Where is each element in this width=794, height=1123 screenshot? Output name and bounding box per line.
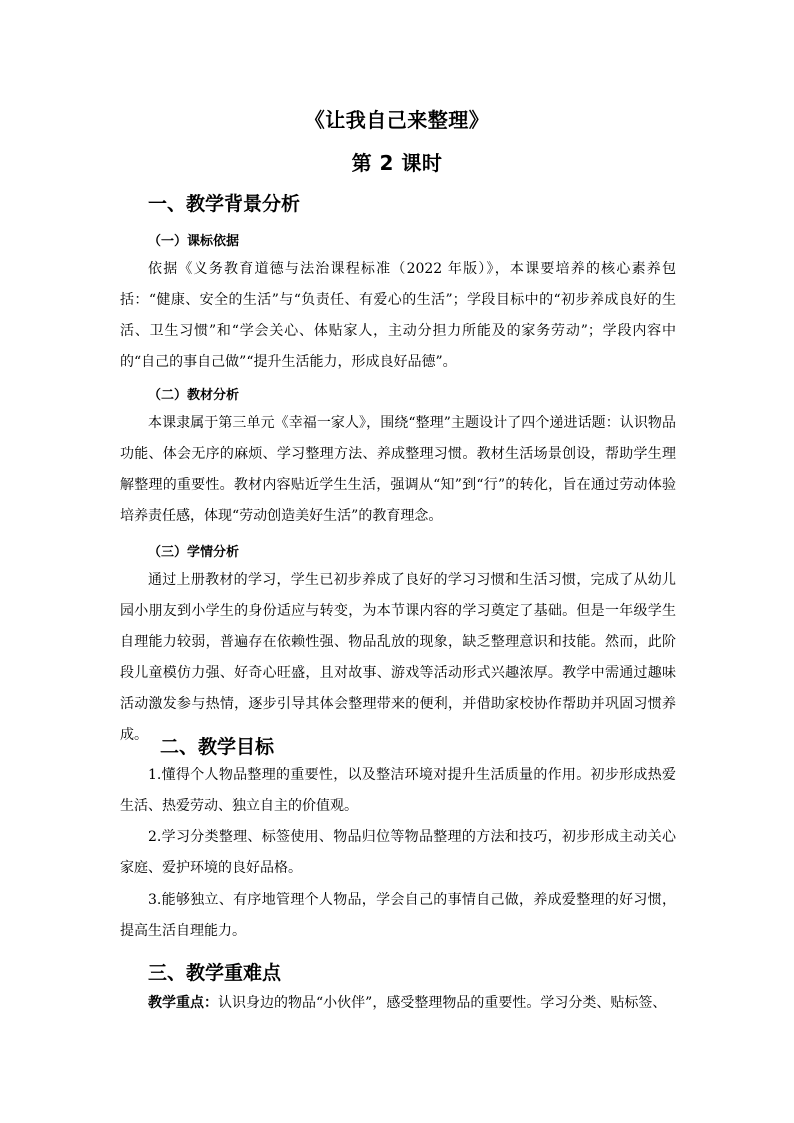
objective-item-1: 1.懂得个人物品整理的重要性，以及整洁环境对提升生活质量的作用。初步形成热爱生活、热爱劳动、独立自主的价值观。	[120, 767, 676, 814]
document-title: 《让我自己来整理》	[304, 108, 490, 132]
objective-item-2: 2.学习分类整理、标签使用、物品归位等物品整理的方法和技巧，初步形成主动关心家庭、爱护环境的良好品格。	[120, 829, 676, 876]
paragraph-curriculum: 依据《义务教育道德与法治课程标准（2022 年版）》，本课要培养的核心素养包括：“健康、安全的生活”与“负责任、有爱心的生活”；学段目标中的“初步养成良好的生活、卫生习惯”和“学会关心、体贴家人，主动分担力所能及的家务劳动”；学段内容中的“自己的事自己做”“提升生活能力，形成良好品德”。	[120, 261, 676, 370]
paragraph-key-points	[120, 988, 676, 1019]
subsection-heading-curriculum: （一）课标依据	[148, 234, 240, 249]
document-subtitle: 第 2 课时	[351, 151, 443, 175]
subsection-heading-textbook: （二）教材分析	[148, 388, 240, 403]
section-heading-objectives: 二、教学目标	[160, 736, 275, 758]
paragraph-students: 通过上册教材的学习，学生已初步养成了良好的学习习惯和生活习惯，完成了从幼儿园小朋友到小学生的身份适应与转变，为本节课内容的学习奠定了基础。但是一年级学生自理能力较弱，普遍存在依赖性强、物品乱放的现象，缺乏整理意识和技能。然而，此阶段儿童模仿力强、好奇心旺盛，且对故事、游戏等活动形式兴趣浓厚。教学中需通过趣味活动激发参与热情，逐步引导其体会整理带来的便利，并借助家校协作帮助并巩固习惯养成。	[120, 572, 676, 743]
objective-item-3: 3.能够独立、有序地管理个人物品，学会自己的事情自己做，养成爱整理的好习惯，提高生活自理能力。	[120, 892, 676, 939]
section-heading-background: 一、教学背景分析	[148, 193, 301, 215]
paragraph-textbook: 本课隶属于第三单元《幸福一家人》，围绕“整理”主题设计了四个递进话题：认识物品功能、体会无序的麻烦、学习整理方法、养成整理习惯。教材生活场景创设，帮助学生理解整理的重要性。教材内容贴近学生生活，强调从“知”到“行”的转化，旨在通过劳动体验培养责任感，体现“劳动创造美好生活”的教育理念。	[120, 415, 676, 524]
section-heading-key-points: 三、教学重难点	[148, 962, 282, 984]
key-points-lead-label: 教学重点：	[148, 995, 218, 1011]
subsection-heading-students: （三）学情分析	[148, 545, 240, 560]
key-points-text: 认识身边的物品“小伙伴”，感受整理物品的重要性。学习分类、贴标签、	[218, 995, 667, 1011]
